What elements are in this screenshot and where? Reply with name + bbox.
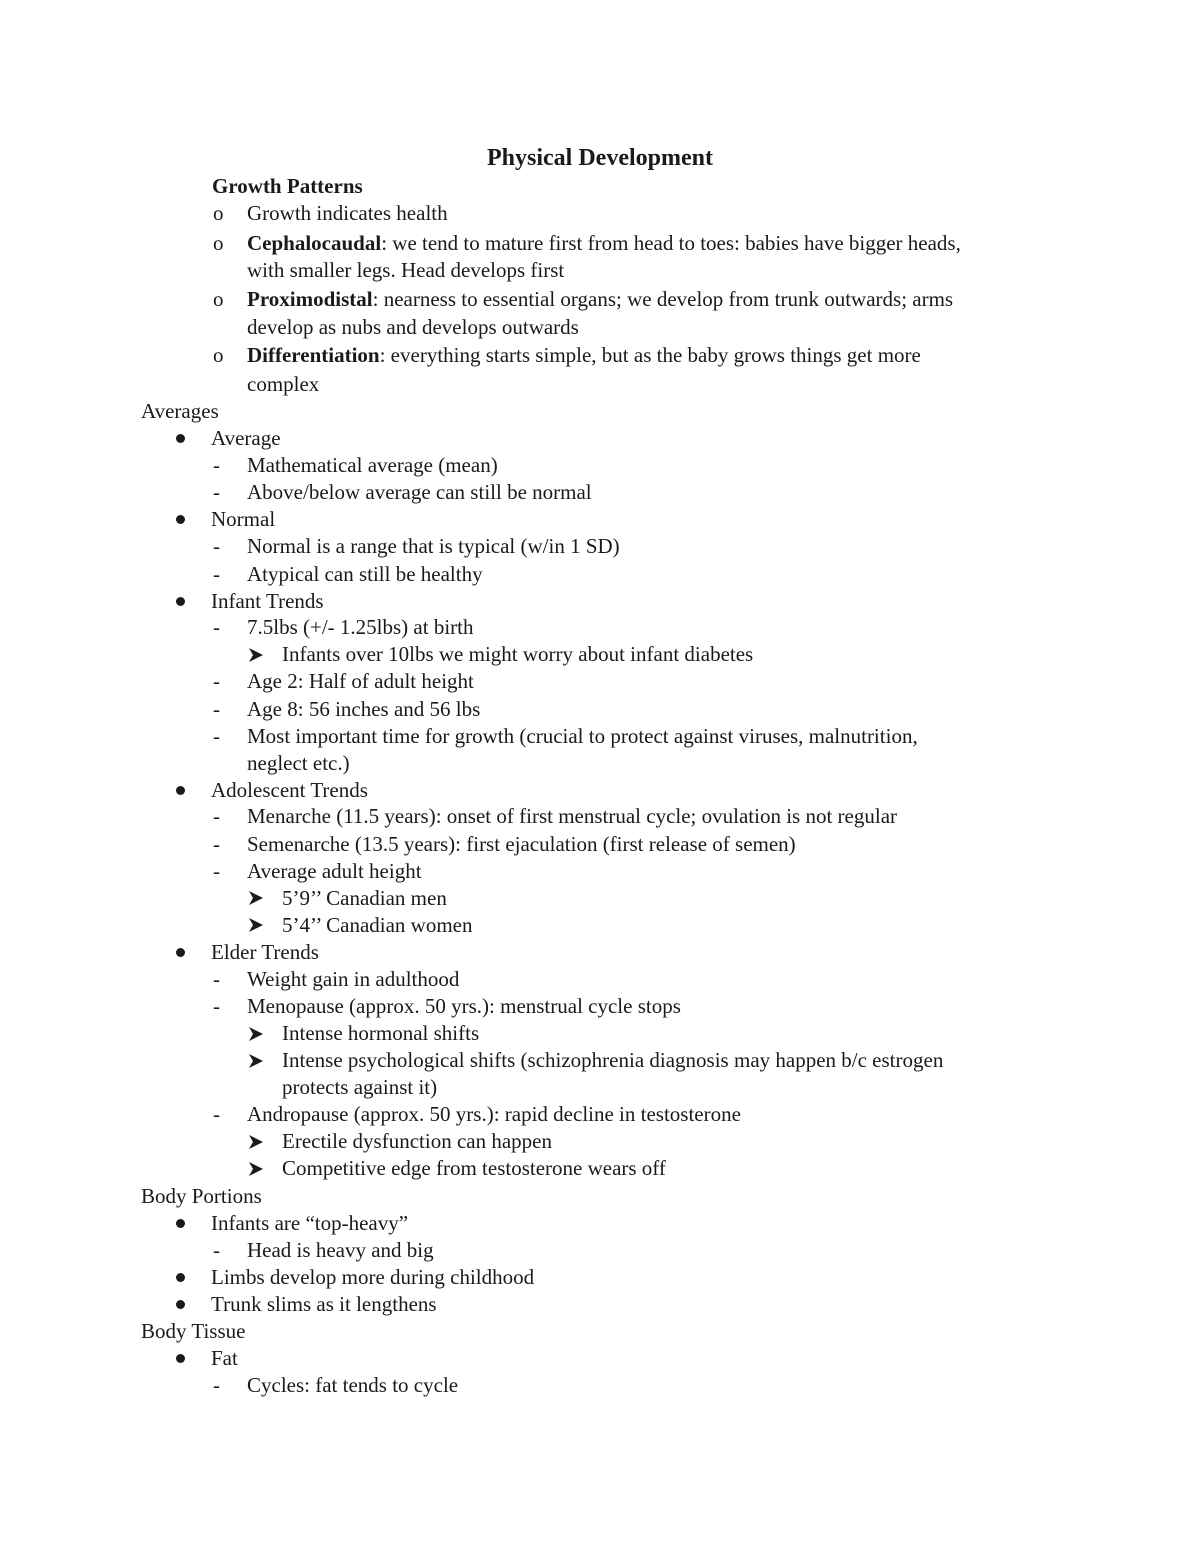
dash-marker: - — [213, 832, 220, 856]
bullet-dot — [176, 1300, 185, 1309]
list-item — [247, 342, 921, 369]
sub-item: Most important time for growth (crucial to protect against viruses, malnutrition, — [247, 724, 918, 748]
sub-item: Semenarche (13.5 years): first ejaculation (first release of semen) — [247, 832, 796, 856]
section-heading-body-portions: Body Portions — [141, 1184, 262, 1208]
dash-marker: - — [213, 1373, 220, 1397]
bullet-dot — [176, 597, 185, 606]
arrow-bullet-icon — [248, 1026, 264, 1042]
sub-item: Age 8: 56 inches and 56 lbs — [247, 697, 481, 721]
section-heading-body-tissue: Body Tissue — [141, 1319, 246, 1343]
list-item: Average — [211, 426, 281, 450]
list-item: Fat — [211, 1346, 238, 1370]
sub-item: Atypical can still be healthy — [247, 562, 483, 586]
bullet-dot — [176, 1273, 185, 1282]
arrow-bullet-icon — [248, 890, 264, 906]
sub-sub-item: 5’9’’ Canadian men — [282, 886, 447, 910]
circle-bullet: o — [213, 201, 224, 225]
dash-marker: - — [213, 1238, 220, 1262]
bullet-dot — [176, 515, 185, 524]
dash-marker: - — [213, 480, 220, 504]
dash-marker: - — [213, 615, 220, 639]
definition: : everything starts simple, but as the baby grows things get more — [379, 343, 921, 367]
sub-sub-item: Erectile dysfunction can happen — [282, 1129, 552, 1153]
bullet-dot — [176, 1219, 185, 1228]
dash-marker: - — [213, 967, 220, 991]
sub-item: Weight gain in adulthood — [247, 967, 460, 991]
list-item-continuation: complex — [247, 372, 320, 396]
sub-sub-item: Infants over 10lbs we might worry about infant diabetes — [282, 642, 754, 666]
list-item — [247, 286, 953, 313]
page-title: Physical Development — [487, 145, 713, 171]
sub-item-continuation: neglect etc.) — [247, 751, 350, 775]
arrow-bullet-icon — [248, 1053, 264, 1069]
list-item-continuation: with smaller legs. Head develops first — [247, 258, 565, 282]
list-item — [247, 230, 961, 257]
dash-marker: - — [213, 669, 220, 693]
list-item: Growth indicates health — [247, 201, 448, 225]
term: Proximodistal — [247, 287, 373, 311]
sub-item: Mathematical average (mean) — [247, 453, 498, 477]
bullet-dot — [176, 786, 185, 795]
bullet-dot — [176, 948, 185, 957]
list-item: Trunk slims as it lengthens — [211, 1292, 437, 1316]
dash-marker: - — [213, 697, 220, 721]
arrow-bullet-icon — [248, 1134, 264, 1150]
sub-sub-item: Competitive edge from testosterone wears off — [282, 1156, 666, 1180]
list-item: Infant Trends — [211, 589, 324, 613]
circle-bullet: o — [213, 231, 224, 255]
sub-item: Average adult height — [247, 859, 422, 883]
dash-marker: - — [213, 724, 220, 748]
sub-sub-item: Intense hormonal shifts — [282, 1021, 480, 1045]
arrow-bullet-icon — [248, 1161, 264, 1177]
bullet-dot — [176, 1354, 185, 1363]
sub-item: 7.5lbs (+/- 1.25lbs) at birth — [247, 615, 474, 639]
dash-marker: - — [213, 804, 220, 828]
sub-item: Andropause (approx. 50 yrs.): rapid decline in testosterone — [247, 1102, 741, 1126]
sub-item: Menarche (11.5 years): onset of first menstrual cycle; ovulation is not regular — [247, 804, 898, 828]
dash-marker: - — [213, 562, 220, 586]
sub-sub-item: Intense psychological shifts (schizophrenia diagnosis may happen b/c estrogen — [282, 1048, 944, 1072]
sub-item: Menopause (approx. 50 yrs.): menstrual cycle stops — [247, 994, 681, 1018]
sub-item: Normal is a range that is typical (w/in 1 SD) — [247, 534, 620, 558]
arrow-bullet-icon — [248, 917, 264, 933]
sub-item: Above/below average can still be normal — [247, 480, 592, 504]
sub-item: Age 2: Half of adult height — [247, 669, 474, 693]
definition: : nearness to essential organs; we develop from trunk outwards; arms — [372, 287, 954, 311]
list-item: Limbs develop more during childhood — [211, 1265, 535, 1289]
section-heading-averages: Averages — [141, 399, 219, 423]
dash-marker: - — [213, 994, 220, 1018]
dash-marker: - — [213, 1102, 220, 1126]
sub-item: Head is heavy and big — [247, 1238, 434, 1262]
list-item: Infants are “top-heavy” — [211, 1211, 409, 1235]
list-item-continuation: develop as nubs and develops outwards — [247, 315, 579, 339]
sub-sub-item-continuation: protects against it) — [282, 1075, 438, 1099]
definition: : we tend to mature first from head to toes: babies have bigger heads, — [381, 231, 961, 255]
dash-marker: - — [213, 453, 220, 477]
circle-bullet: o — [213, 287, 224, 311]
term: Differentiation — [247, 343, 380, 367]
list-item: Elder Trends — [211, 940, 319, 964]
section-heading-growth-patterns: Growth Patterns — [212, 174, 363, 198]
list-item: Adolescent Trends — [211, 778, 368, 802]
dash-marker: - — [213, 534, 220, 558]
arrow-bullet-icon — [248, 647, 264, 663]
sub-sub-item: 5’4’’ Canadian women — [282, 913, 473, 937]
term: Cephalocaudal — [247, 231, 382, 255]
dash-marker: - — [213, 859, 220, 883]
circle-bullet: o — [213, 343, 224, 367]
list-item: Normal — [211, 507, 276, 531]
bullet-dot — [176, 434, 185, 443]
sub-item: Cycles: fat tends to cycle — [247, 1373, 459, 1397]
